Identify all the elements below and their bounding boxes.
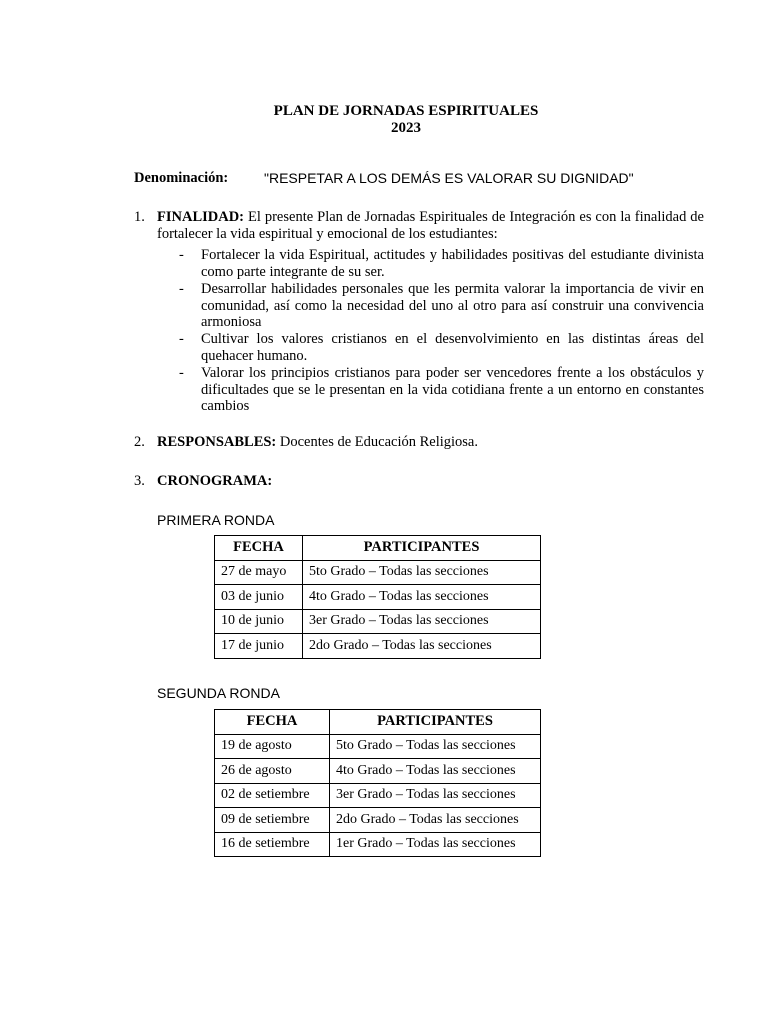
column-header-participantes: PARTICIPANTES [303, 536, 541, 561]
section-text: Docentes de Educación Religiosa. [279, 434, 478, 450]
bullet-text: Valorar los principios cristianos para poder ser vencedores frente a los obstáculos y dificultades que se le presentan en la vida cotidiana frente a un entorno en constantes cambios [201, 365, 704, 414]
bullet-marker: - [179, 365, 184, 381]
table-row [215, 609, 541, 634]
denominacion-label: Denominación: [134, 170, 229, 186]
table-row [215, 560, 541, 585]
section-finalidad [157, 209, 704, 242]
cell-fecha: 10 de junio [215, 609, 303, 634]
table-header-row [215, 536, 541, 561]
cell-participantes: 5to Grado – Todas las secciones [330, 734, 541, 759]
cell-fecha: 19 de agosto [215, 734, 330, 759]
cell-participantes: 4to Grado – Todas las secciones [303, 585, 541, 610]
document-title: PLAN DE JORNADAS ESPIRITUALES [273, 103, 539, 119]
section-number: 1. [134, 209, 145, 225]
table-row [215, 832, 541, 857]
section-text: El presente Plan de Jornadas Espirituales de Integración es con la finalidad de fortalecer la vida espiritual y emocional de los estudiantes: [157, 209, 704, 242]
cell-participantes: 2do Grado – Todas las secciones [303, 634, 541, 659]
document-year: 2023 [391, 120, 421, 136]
cell-participantes: 4to Grado – Todas las secciones [330, 759, 541, 784]
table-row [215, 585, 541, 610]
denominacion-value: "RESPETAR A LOS DEMÁS ES VALORAR SU DIGNIDAD" [264, 170, 634, 186]
cell-fecha: 27 de mayo [215, 560, 303, 585]
schedule-table-primera [214, 535, 541, 659]
bullet-text: Desarrollar habilidades personales que les permita valorar la importancia de vivir en comunidad, así como la necesidad del uno al otro para así construir una convivencia armoniosa [201, 281, 704, 330]
section-number: 2. [134, 434, 145, 450]
round-label: PRIMERA RONDA [157, 512, 275, 528]
section-heading: CRONOGRAMA: [157, 473, 273, 489]
cell-fecha: 17 de junio [215, 634, 303, 659]
table-row [215, 734, 541, 759]
table-row [215, 783, 541, 808]
cell-fecha: 26 de agosto [215, 759, 330, 784]
cell-fecha: 03 de junio [215, 585, 303, 610]
table-row [215, 634, 541, 659]
cell-participantes: 5to Grado – Todas las secciones [303, 560, 541, 585]
section-responsables [157, 434, 478, 451]
cell-participantes: 1er Grado – Todas las secciones [330, 832, 541, 857]
bullet-marker: - [179, 281, 184, 297]
cell-fecha: 16 de setiembre [215, 832, 330, 857]
schedule-table-segunda [214, 709, 541, 857]
table-row [215, 759, 541, 784]
column-header-fecha: FECHA [215, 710, 330, 735]
table-header-row [215, 710, 541, 735]
bullet-text: Fortalecer la vida Espiritual, actitudes y habilidades positivas del estudiante divinista como parte integrante de su ser. [201, 247, 704, 280]
cell-participantes: 3er Grado – Todas las secciones [330, 783, 541, 808]
column-header-fecha: FECHA [215, 536, 303, 561]
section-number: 3. [134, 473, 145, 489]
bullet-marker: - [179, 247, 184, 263]
table-row [215, 808, 541, 833]
bullet-marker: - [179, 331, 184, 347]
column-header-participantes: PARTICIPANTES [330, 710, 541, 735]
section-heading: RESPONSABLES: [157, 434, 277, 450]
cell-participantes: 2do Grado – Todas las secciones [330, 808, 541, 833]
round-label: SEGUNDA RONDA [157, 685, 280, 701]
cell-fecha: 02 de setiembre [215, 783, 330, 808]
section-heading: FINALIDAD: [157, 209, 244, 225]
cell-participantes: 3er Grado – Todas las secciones [303, 609, 541, 634]
bullet-text: Cultivar los valores cristianos en el desenvolvimiento en las distintas áreas del quehacer humano. [201, 331, 704, 364]
cell-fecha: 09 de setiembre [215, 808, 330, 833]
